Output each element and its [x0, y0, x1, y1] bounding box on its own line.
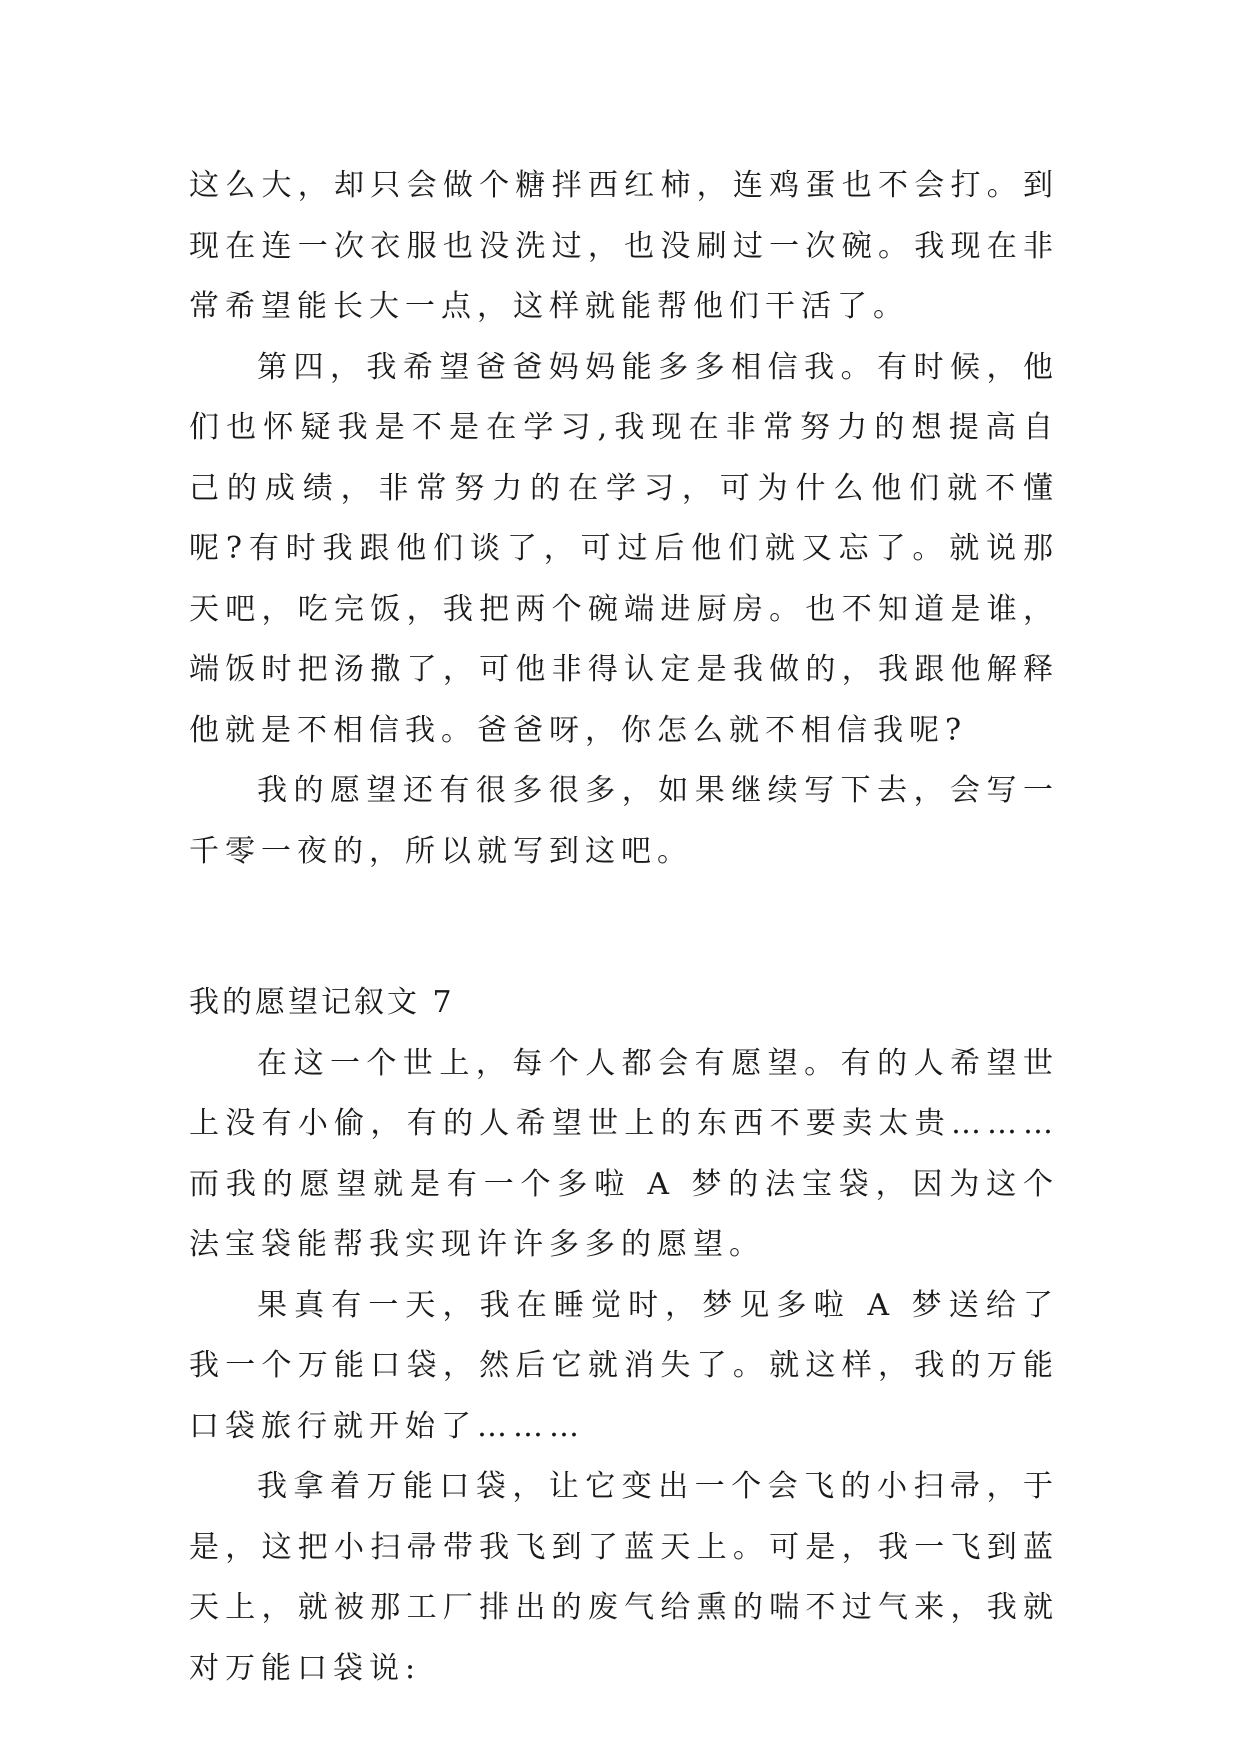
paragraph-dream: 果真有一天，我在睡觉时，梦见多啦 A 梦送给了我一个万能口袋，然后它就消失了。就这样，我的万能口袋旅行就开始了………: [189, 1287, 1059, 1444]
paragraph-flying-broom: 我拿着万能口袋，让它变出一个会飞的小扫帚，于是，这把小扫帚带我飞到了蓝天上。可是，我一飞到蓝天上，就被那工厂排出的废气给熏的喘不过气来，我就对万能口袋说:: [189, 1469, 1059, 1686]
paragraph-fourth-wish: 第四，我希望爸爸妈妈能多多相信我。有时候，他们也怀疑我是不是在学习,我现在非常努力的想提高自己的成绩，非常努力的在学习，可为什么他们就不懂呢?有时我跟他们谈了，可过后他们就又忘了。就说那天吧，吃完饭，我把两个碗端进厨房。也不知道是谁，端饭时把汤撒了，可他非得认定是我做的，我跟他解释他就是不相信我。爸爸呀，你怎么就不相信我呢?: [189, 349, 1059, 748]
paragraph-intro: 在这一个世上，每个人都会有愿望。有的人希望世上没有小偷，有的人希望世上的东西不要卖太贵………而我的愿望就是有一个多啦 A 梦的法宝袋，因为这个法宝袋能帮我实现许许多多的愿望。: [189, 1045, 1059, 1262]
document-body: [189, 156, 1059, 1699]
paragraph-continuation: 这么大，却只会做个糖拌西红柿，连鸡蛋也不会打。到现在连一次衣服也没洗过，也没刷过一次碗。我现在非常希望能长大一点，这样就能帮他们干活了。: [189, 168, 1059, 324]
section-spacer: [189, 882, 1059, 973]
section-heading: 我的愿望记叙文 7: [189, 985, 455, 1020]
paragraph-closing: 我的愿望还有很多很多，如果继续写下去，会写一千零一夜的，所以就写到这吧。: [189, 773, 1059, 869]
